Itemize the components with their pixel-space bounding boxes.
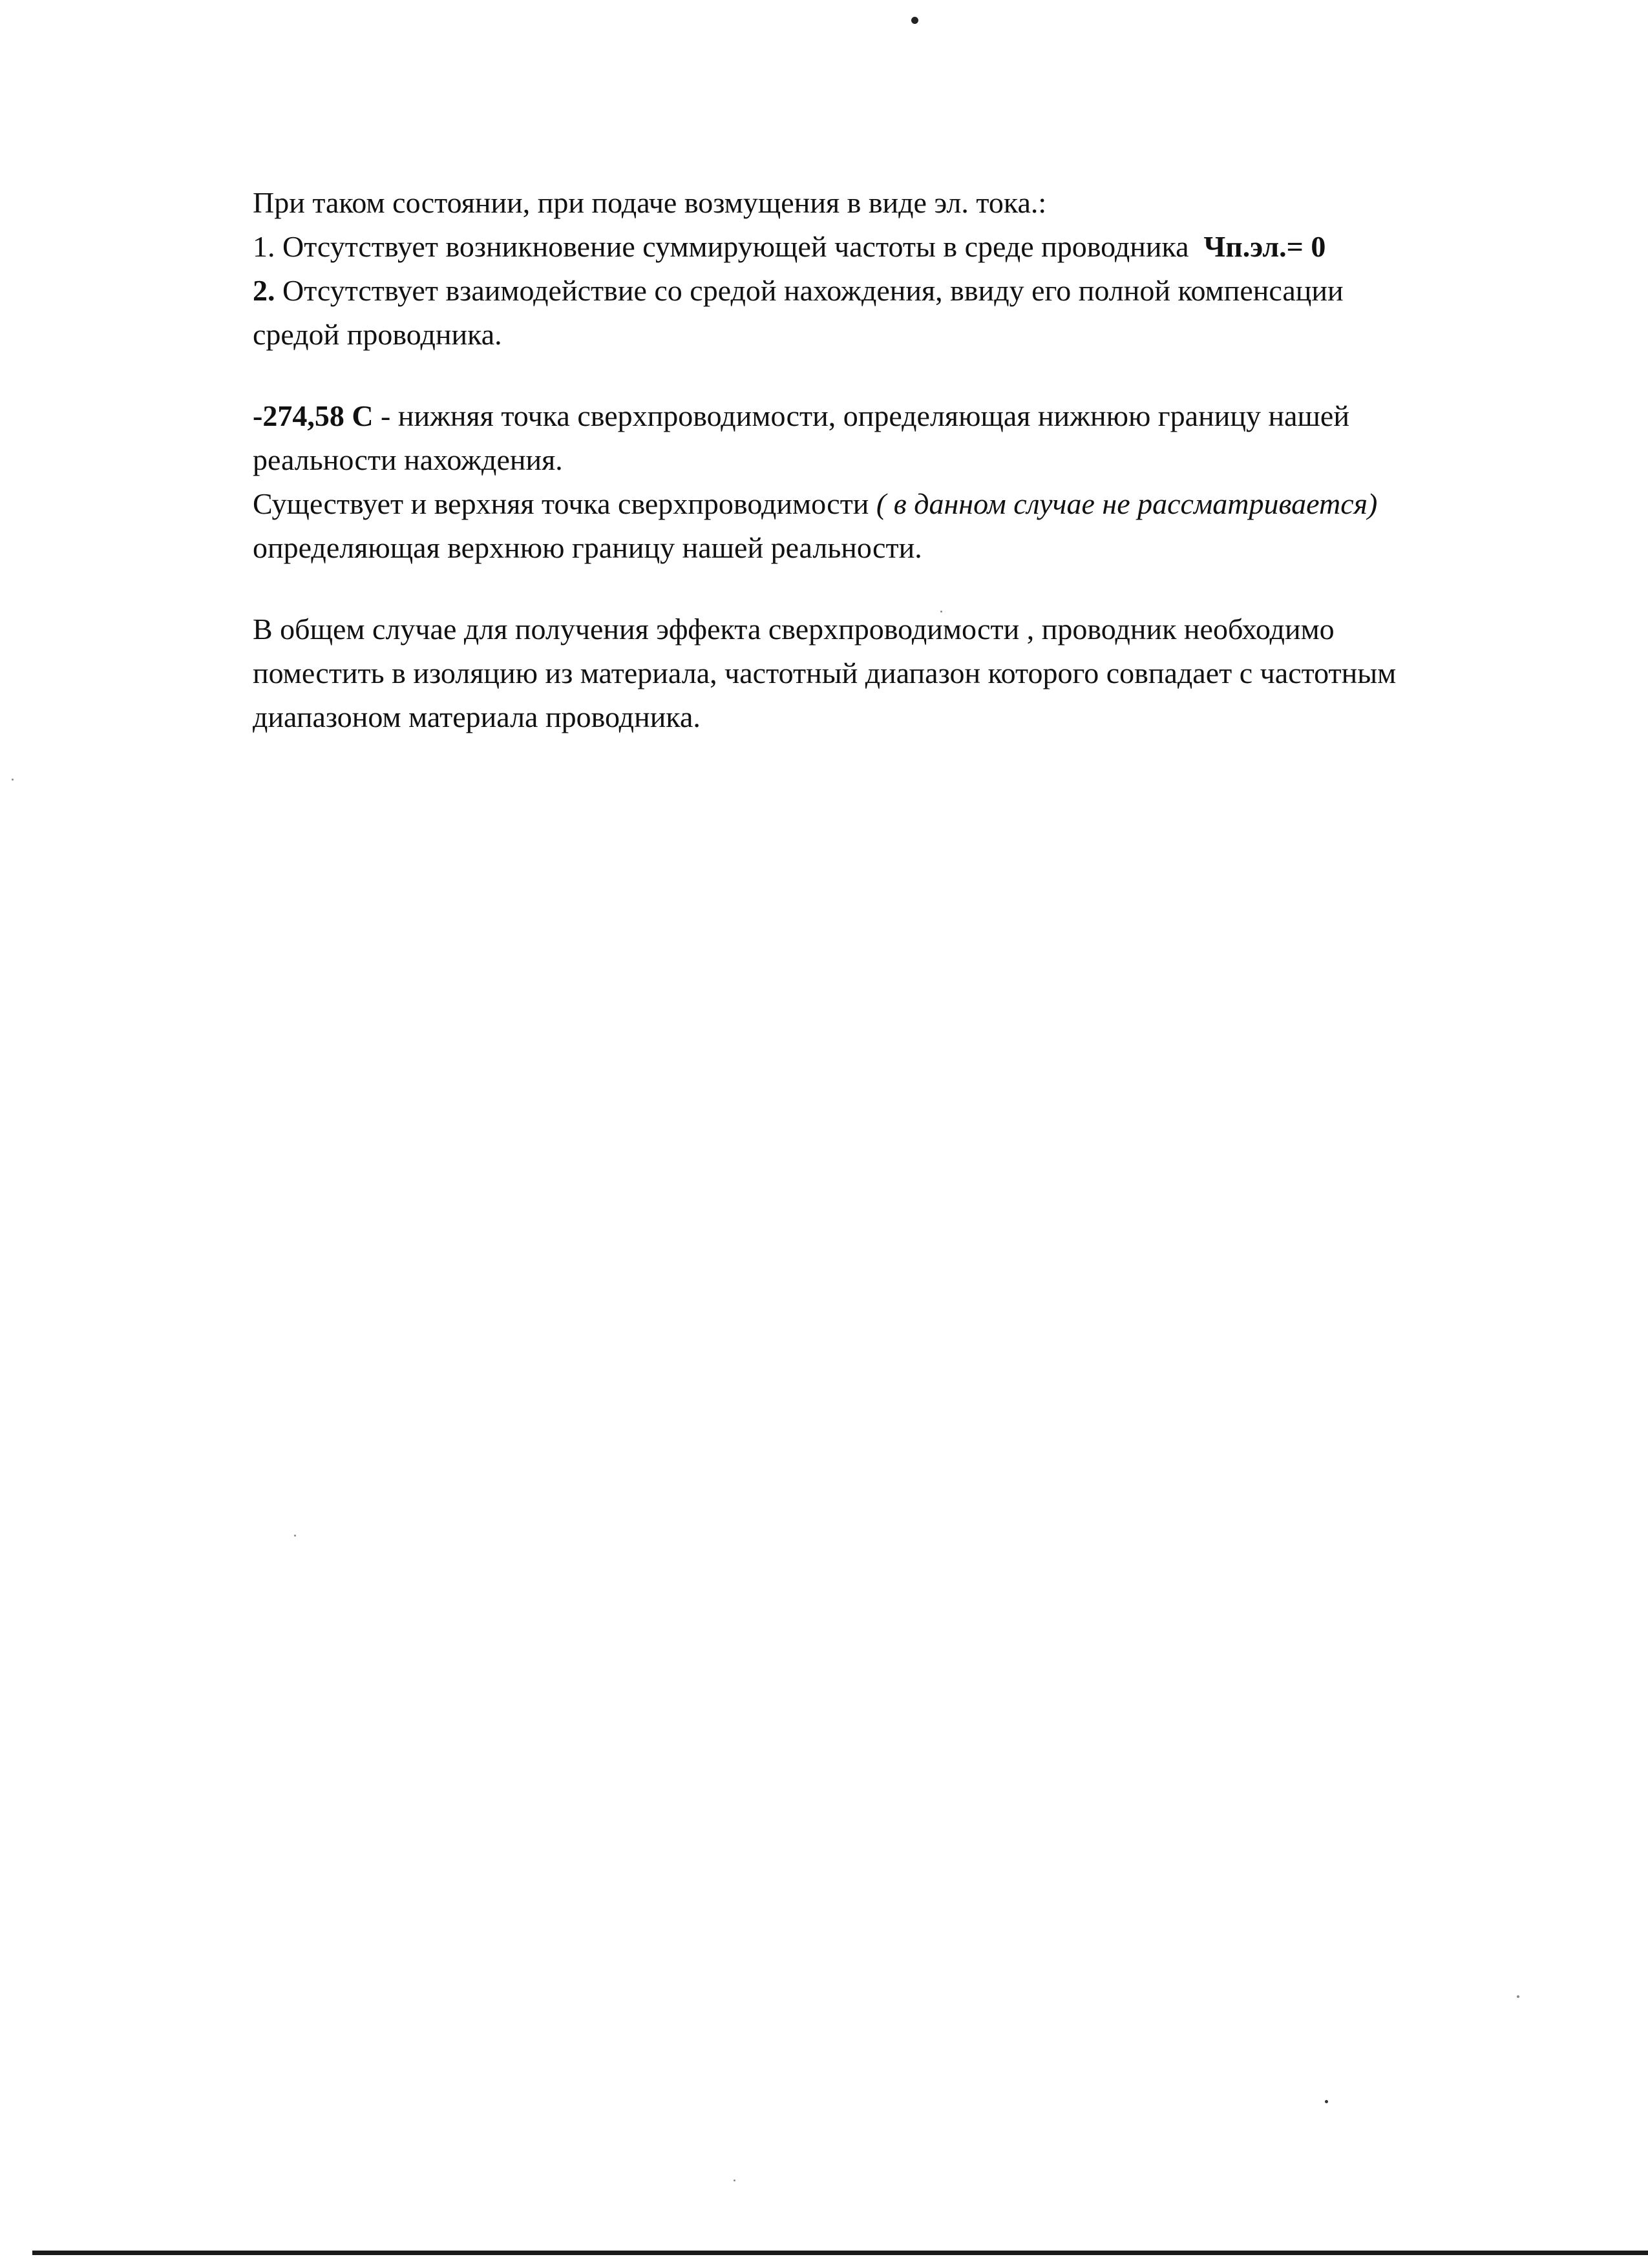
line-text: Отсутствует взаимодействие со средой нахождения, ввиду его полной компенсации <box>275 274 1344 307</box>
line-text: диапазоном материала проводника. <box>253 700 701 733</box>
list-number: 2. <box>253 274 275 307</box>
scan-speck <box>1517 1995 1519 1998</box>
paragraph-line <box>253 181 1545 225</box>
paragraph-line <box>253 482 1545 526</box>
line-text: Существует и верхняя точка сверхпроводимости <box>253 487 876 520</box>
paragraph-line <box>253 651 1545 695</box>
line-text: определяющая верхнюю границу нашей реальности. <box>253 531 922 564</box>
paragraph-line <box>253 394 1545 438</box>
line-text: В общем случае для получения эффекта сверхпроводимости , проводник необходимо <box>253 613 1335 646</box>
italic-note: ( в данном случае не рассматривается) <box>876 487 1378 520</box>
scan-speck <box>294 1535 296 1537</box>
scan-speck <box>940 611 942 613</box>
paragraph-conditions <box>253 181 1545 357</box>
temperature-value: -274,58 С <box>253 399 374 432</box>
scan-speck <box>1325 2100 1328 2103</box>
paragraph-line <box>253 438 1545 482</box>
line-text: поместить в изоляцию из материала, частотный диапазон которого совпадает с частотным <box>253 656 1397 689</box>
line-text: средой проводника. <box>253 318 502 351</box>
line-text: При таком состоянии, при подаче возмущения в виде эл. тока.: <box>253 186 1047 219</box>
paragraph-line <box>253 526 1545 570</box>
scan-speck <box>734 2179 735 2181</box>
paragraph-line <box>253 269 1545 313</box>
paragraph-line <box>253 695 1545 739</box>
formula-text: Чп.эл.= 0 <box>1203 230 1326 263</box>
scan-speck <box>12 779 14 781</box>
paragraph-line <box>253 607 1545 651</box>
bottom-rule <box>32 2251 1648 2255</box>
line-text: 1. Отсутствует возникновение суммирующей частоты в среде проводника <box>253 230 1204 263</box>
line-text: - нижняя точка сверхпроводимости, определяющая нижнюю границу нашей <box>373 399 1349 432</box>
paragraph-line <box>253 313 1545 357</box>
line-text: реальности нахождения. <box>253 443 563 476</box>
paragraph-general-case <box>253 607 1545 739</box>
scan-dot <box>911 17 918 24</box>
paragraph-line <box>253 225 1545 269</box>
paragraph-superconductivity-point <box>253 394 1545 570</box>
